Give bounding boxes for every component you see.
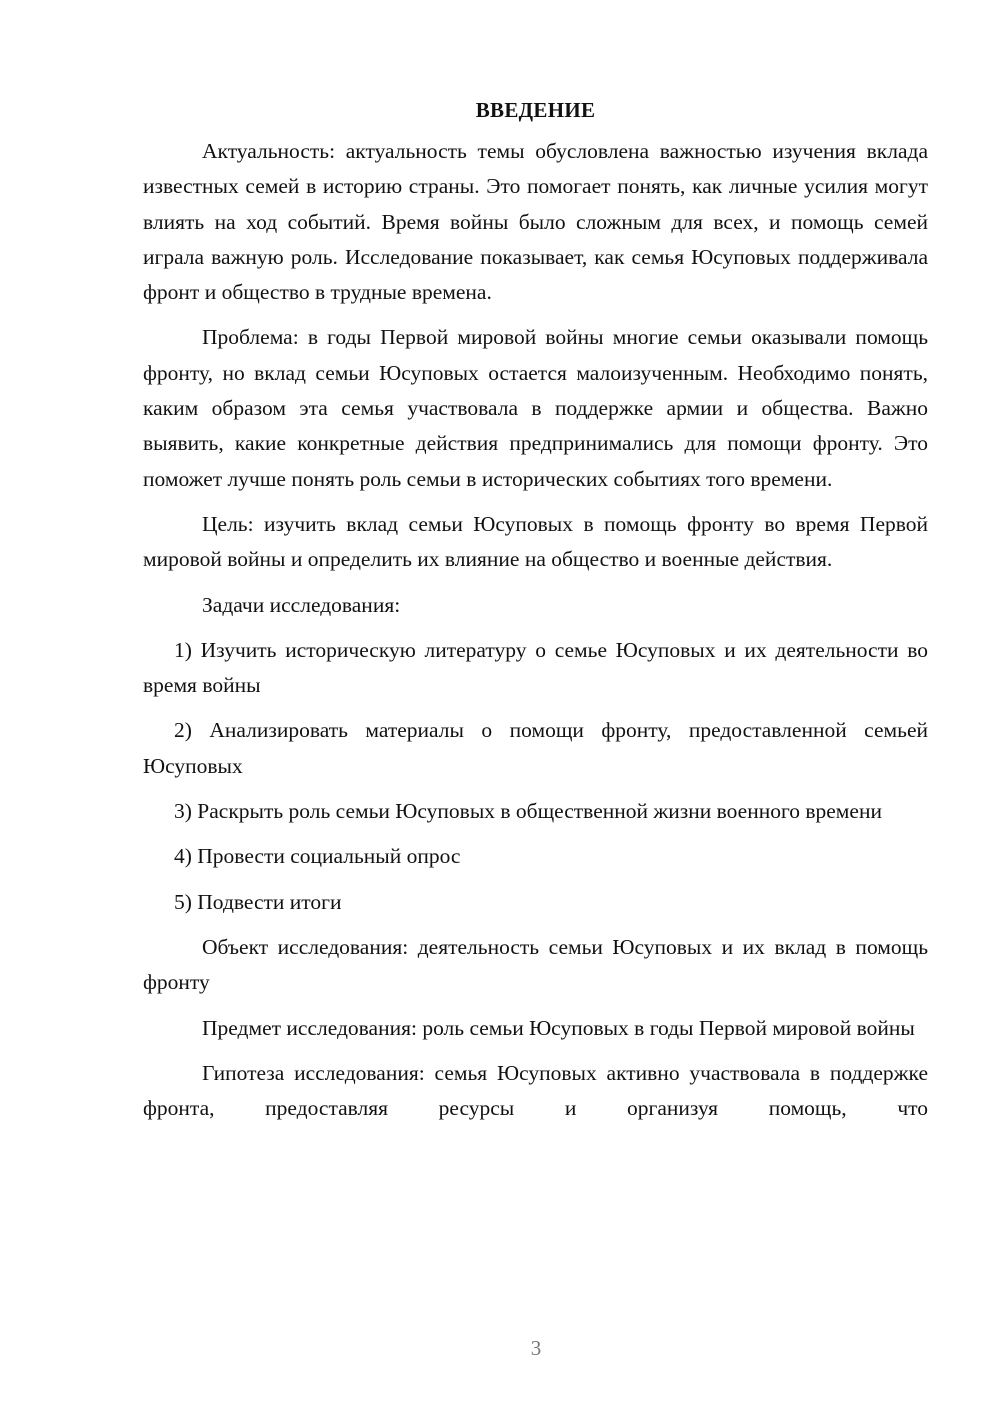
task-item-3: 3) Раскрыть роль семьи Юсуповых в общественной жизни военного времени xyxy=(174,799,882,824)
paragraph-object: Объект исследования: деятельность семьи Юсуповых и их вклад в помощь фронту xyxy=(143,934,928,995)
paragraph-subject: Предмет исследования: роль семьи Юсуповых в годы Первой мировой войны xyxy=(202,1015,915,1040)
task-item-4: 4) Провести социальный опрос xyxy=(174,844,461,869)
paragraph-goal: Цель: изучить вклад семьи Юсуповых в помощь фронту во время Первой мировой войны и определить их влияние на общество и военные действия. xyxy=(143,511,928,572)
paragraph-tasks-intro: Задачи исследования: xyxy=(202,592,401,617)
paragraph-relevance: Актуальность: актуальность темы обусловлена важностью изучения вклада известных семей в историю страны. Это помогает понять, как личные усилия могут влиять на ход событий. Время войны было сложным для всех, и помощь семей играла важную роль. Исследование показывает, как семья Юсуповых поддерживала фронт и общество в трудные времена. xyxy=(143,139,928,305)
task-item-2: 2) Анализировать материалы о помощи фронту, предоставленной семьей Юсуповых xyxy=(143,718,928,778)
page-number: 3 xyxy=(530,1336,542,1360)
task-item-5: 5) Подвести итоги xyxy=(174,889,342,914)
page-content xyxy=(143,92,928,1136)
task-item-1: 1) Изучить историческую литературу о семье Юсуповых и их деятельности во время войны xyxy=(143,637,928,698)
paragraph-hypothesis: Гипотеза исследования: семья Юсуповых активно участвовала в поддержке фронта, предоставляя ресурсы и организуя помощь, что xyxy=(143,1060,928,1121)
section-heading: ВВЕДЕНИЕ xyxy=(475,98,596,122)
paragraph-problem: Проблема: в годы Первой мировой войны многие семьи оказывали помощь фронту, но вклад семьи Юсуповых остается малоизученным. Необходимо понять, каким образом эта семья участвовала в поддержке армии и общества. Важно выявить, какие конкретные действия предпринимались для помощи фронту. Это поможет лучше понять роль семьи в исторических событиях того времени. xyxy=(143,325,928,491)
